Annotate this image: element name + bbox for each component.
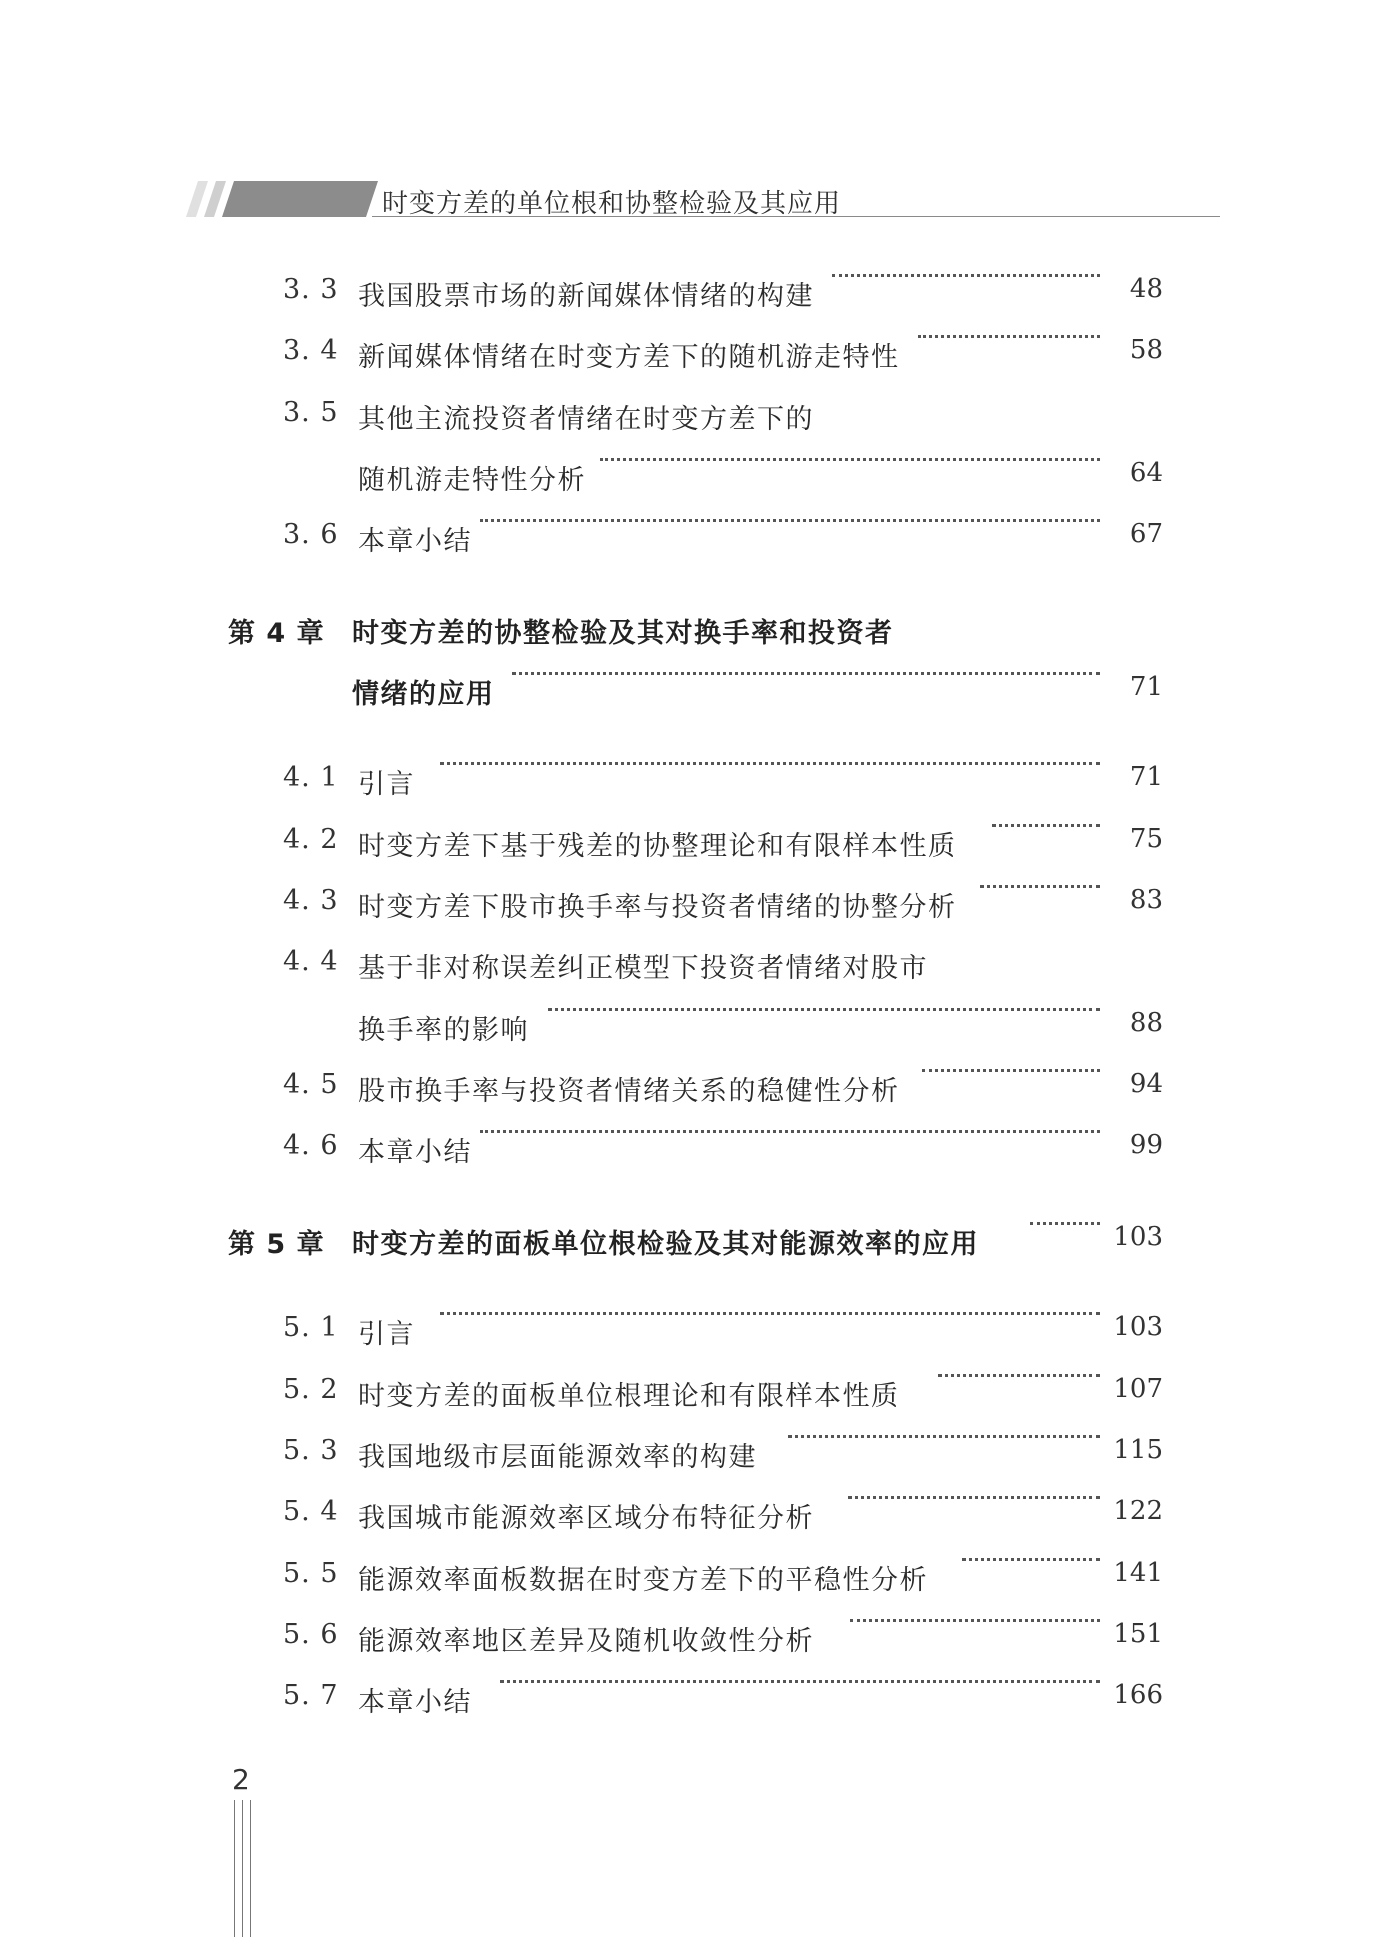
toc-entry-number: 4. 4 bbox=[283, 946, 339, 977]
toc-entry-page: 48 bbox=[1129, 274, 1163, 304]
toc-entry-title: 能源效率地区差异及随机收敛性分析 bbox=[358, 1626, 814, 1657]
toc-entry-title: 能源效率面板数据在时变方差下的平稳性分析 bbox=[358, 1565, 928, 1596]
toc-entry-page: 64 bbox=[1129, 458, 1163, 488]
dot-leader bbox=[440, 762, 1100, 765]
toc-entry-title: 引言 bbox=[358, 1319, 415, 1350]
dot-leader bbox=[850, 1619, 1100, 1622]
toc-entry-number: 4. 6 bbox=[283, 1130, 339, 1161]
toc-entry-number: 5. 3 bbox=[283, 1435, 339, 1466]
toc-entry-number: 5. 4 bbox=[283, 1496, 339, 1527]
toc-entry[interactable] bbox=[0, 758, 1163, 798]
toc-entry-number: 5. 1 bbox=[283, 1312, 339, 1343]
toc-entry-number: 5. 7 bbox=[283, 1680, 339, 1711]
dot-leader bbox=[938, 1374, 1100, 1377]
toc-entry-number: 3. 6 bbox=[283, 519, 339, 550]
toc-entry-page: 67 bbox=[1129, 519, 1163, 549]
toc-entry[interactable] bbox=[0, 1676, 1163, 1716]
chapter-number: 第 5 章 bbox=[228, 1229, 325, 1260]
toc-entry-page: 99 bbox=[1129, 1130, 1163, 1160]
dot-leader bbox=[500, 1680, 1100, 1683]
toc-entry-number: 3. 3 bbox=[283, 274, 339, 305]
toc-entry-title-continued: 换手率的影响 bbox=[358, 1015, 529, 1046]
toc-entry-page: 122 bbox=[1113, 1496, 1163, 1526]
dot-leader bbox=[992, 824, 1100, 827]
toc-entry-page: 75 bbox=[1129, 824, 1163, 854]
dot-leader bbox=[480, 1130, 1100, 1133]
chapter-title: 时变方差的面板单位根检验及其对能源效率的应用 bbox=[352, 1229, 979, 1260]
chapter-title-continued: 情绪的应用 bbox=[352, 679, 495, 710]
toc-entry[interactable] bbox=[0, 1308, 1163, 1348]
toc-entry-page: 83 bbox=[1129, 885, 1163, 915]
dot-leader bbox=[832, 274, 1100, 277]
dot-leader bbox=[1030, 1222, 1100, 1225]
toc-entry-page: 71 bbox=[1129, 762, 1163, 792]
dot-leader bbox=[918, 335, 1100, 338]
toc-entry-page: 103 bbox=[1113, 1222, 1163, 1252]
dot-leader bbox=[512, 672, 1100, 675]
toc-entry[interactable] bbox=[0, 1615, 1163, 1655]
toc-entry-page: 71 bbox=[1129, 672, 1163, 702]
toc-entry-title: 我国股票市场的新闻媒体情绪的构建 bbox=[358, 281, 814, 312]
toc-entry-number: 4. 5 bbox=[283, 1069, 339, 1100]
chapter-title: 时变方差的协整检验及其对换手率和投资者 bbox=[352, 618, 894, 649]
toc-entry[interactable] bbox=[0, 942, 1163, 982]
toc-entry-page: 58 bbox=[1129, 335, 1163, 365]
toc-entry-continuation[interactable] bbox=[0, 454, 1163, 494]
toc-entry-page: 103 bbox=[1113, 1312, 1163, 1342]
dot-leader bbox=[600, 458, 1100, 461]
toc-entry-number: 3. 5 bbox=[283, 397, 339, 428]
toc-entry-page: 166 bbox=[1113, 1680, 1163, 1710]
toc-entry-page: 88 bbox=[1129, 1008, 1163, 1038]
toc-entry-title: 本章小结 bbox=[358, 526, 472, 557]
toc-entry[interactable] bbox=[0, 393, 1163, 433]
dot-leader bbox=[922, 1069, 1100, 1072]
folio-rule bbox=[250, 1800, 251, 1937]
toc-entry-number: 5. 6 bbox=[283, 1619, 339, 1650]
toc-entry[interactable] bbox=[0, 1065, 1163, 1105]
toc-chapter-continuation[interactable] bbox=[0, 668, 1163, 708]
toc-entry-title: 我国地级市层面能源效率的构建 bbox=[358, 1442, 757, 1473]
toc-entry-page: 94 bbox=[1129, 1069, 1163, 1099]
toc-entry-title: 引言 bbox=[358, 769, 415, 800]
dot-leader bbox=[962, 1558, 1100, 1561]
dot-leader bbox=[980, 885, 1100, 888]
toc-entry-title: 本章小结 bbox=[358, 1687, 472, 1718]
running-title: 时变方差的单位根和协整检验及其应用 bbox=[382, 189, 842, 219]
toc-entry[interactable] bbox=[0, 1554, 1163, 1594]
folio-rule bbox=[234, 1800, 235, 1937]
folio-rule bbox=[242, 1800, 243, 1937]
dot-leader bbox=[480, 519, 1100, 522]
toc-entry-number: 4. 1 bbox=[283, 762, 339, 793]
chapter-number: 第 4 章 bbox=[228, 618, 325, 649]
dot-leader bbox=[548, 1008, 1100, 1011]
toc-entry-page: 151 bbox=[1113, 1619, 1163, 1649]
toc-entry-title: 时变方差下基于残差的协整理论和有限样本性质 bbox=[358, 831, 957, 862]
header-decoration bbox=[178, 181, 378, 217]
toc-entry[interactable] bbox=[0, 1126, 1163, 1166]
toc-entry-title: 我国城市能源效率区域分布特征分析 bbox=[358, 1503, 814, 1534]
toc-entry-number: 3. 4 bbox=[283, 335, 339, 366]
toc-entry[interactable] bbox=[0, 1492, 1163, 1532]
toc-entry[interactable] bbox=[0, 1431, 1163, 1471]
toc-entry-page: 115 bbox=[1113, 1435, 1163, 1465]
toc-entry-number: 5. 2 bbox=[283, 1374, 339, 1405]
toc-entry-number: 4. 2 bbox=[283, 824, 339, 855]
toc-chapter[interactable] bbox=[0, 607, 1163, 647]
toc-entry-number: 5. 5 bbox=[283, 1558, 339, 1589]
toc-entry-title: 新闻媒体情绪在时变方差下的随机游走特性 bbox=[358, 342, 900, 373]
toc-entry-continuation[interactable] bbox=[0, 1004, 1163, 1044]
toc-entry[interactable] bbox=[0, 270, 1163, 310]
toc-entry-title: 股市换手率与投资者情绪关系的稳健性分析 bbox=[358, 1076, 900, 1107]
toc-entry-title: 其他主流投资者情绪在时变方差下的 bbox=[358, 404, 814, 435]
toc-entry-title: 基于非对称误差纠正模型下投资者情绪对股市 bbox=[358, 953, 928, 984]
toc-entry-page: 107 bbox=[1113, 1374, 1163, 1404]
dot-leader bbox=[440, 1312, 1100, 1315]
toc-entry-title: 本章小结 bbox=[358, 1137, 472, 1168]
toc-entry[interactable] bbox=[0, 820, 1163, 860]
dot-leader bbox=[848, 1496, 1100, 1499]
toc-entry-title: 时变方差的面板单位根理论和有限样本性质 bbox=[358, 1381, 900, 1412]
dot-leader bbox=[788, 1435, 1100, 1438]
toc-entry[interactable] bbox=[0, 515, 1163, 555]
page-number: 2 bbox=[232, 1763, 250, 1796]
toc-entry-title: 时变方差下股市换手率与投资者情绪的协整分析 bbox=[358, 892, 957, 923]
toc-chapter[interactable] bbox=[0, 1218, 1163, 1258]
toc-entry[interactable] bbox=[0, 1370, 1163, 1410]
toc-entry-number: 4. 3 bbox=[283, 885, 339, 916]
toc-entry-page: 141 bbox=[1113, 1558, 1163, 1588]
toc-entry[interactable] bbox=[0, 881, 1163, 921]
toc-entry-title-continued: 随机游走特性分析 bbox=[358, 465, 586, 496]
toc-entry[interactable] bbox=[0, 331, 1163, 371]
